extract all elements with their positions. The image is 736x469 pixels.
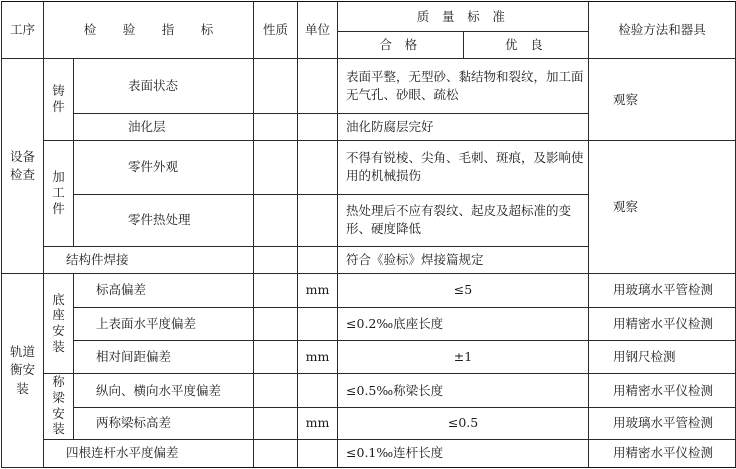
table-row bbox=[2, 59, 736, 113]
indicator-cell: 表面状态 bbox=[74, 59, 254, 113]
nature-cell bbox=[254, 59, 298, 113]
method-cell: 用精密水平仪检测 bbox=[589, 374, 736, 408]
header-method: 检验方法和器具 bbox=[589, 2, 736, 59]
subgroup-base-install: 底座安装 bbox=[44, 274, 74, 374]
indicator-cell: 结构件焊接 bbox=[44, 247, 254, 274]
method-cell: 用精密水平仪检测 bbox=[589, 307, 736, 340]
standard-cell: 不得有锐棱、尖角、毛刺、斑痕，及影响使用的机械损伤 bbox=[338, 141, 589, 194]
indicator-cell: 相对间距偏差 bbox=[74, 340, 254, 373]
standard-cell: 表面平整，无型砂、黏结物和裂纹，加工面无气孔、砂眼、疏松 bbox=[338, 59, 589, 113]
subgroup-beam-install: 称梁安装 bbox=[44, 374, 74, 440]
standard-cell: ≤5 bbox=[338, 274, 589, 307]
standard-cell: ≤0.5‰称梁长度 bbox=[338, 374, 589, 408]
indicator-cell: 四根连杆水平度偏差 bbox=[44, 439, 254, 467]
indicator-cell: 两称梁标高差 bbox=[74, 408, 254, 439]
standard-cell: ≤0.2‰底座长度 bbox=[338, 307, 589, 340]
indicator-cell: 零件热处理 bbox=[74, 194, 254, 246]
nature-cell bbox=[254, 340, 298, 373]
unit-cell bbox=[298, 194, 338, 246]
indicator-cell: 零件外观 bbox=[74, 141, 254, 194]
standard-cell: 热处理后不应有裂纹、起皮及超标准的变形、硬度降低 bbox=[338, 194, 589, 246]
unit-cell: mm bbox=[298, 408, 338, 439]
unit-cell bbox=[298, 374, 338, 408]
standard-cell: 油化防腐层完好 bbox=[338, 113, 589, 140]
standard-cell: ±1 bbox=[338, 340, 589, 373]
indicator-cell: 标高偏差 bbox=[74, 274, 254, 307]
inspection-standard-table bbox=[1, 1, 736, 468]
standard-cell: ≤0.1‰连杆长度 bbox=[338, 439, 589, 467]
table-row bbox=[2, 307, 736, 340]
nature-cell bbox=[254, 408, 298, 439]
unit-cell: mm bbox=[298, 340, 338, 373]
indicator-cell: 纵向、横向水平度偏差 bbox=[74, 374, 254, 408]
unit-cell bbox=[298, 307, 338, 340]
indicator-cell: 油化层 bbox=[74, 113, 254, 140]
group-rail-install: 轨道衡安装 bbox=[2, 274, 44, 468]
method-cell: 用钢尺检测 bbox=[589, 340, 736, 373]
standard-cell: ≤0.5 bbox=[338, 408, 589, 439]
table-row bbox=[2, 141, 736, 194]
method-cell: 用玻璃水平管检测 bbox=[589, 274, 736, 307]
header-nature: 性质 bbox=[254, 2, 298, 59]
method-cell: 观察 bbox=[589, 59, 736, 141]
standard-cell: 符合《验标》焊接篇规定 bbox=[338, 247, 589, 274]
header-quality-standard: 质 量 标 准 bbox=[338, 2, 589, 32]
method-cell: 用玻璃水平管检测 bbox=[589, 408, 736, 439]
unit-cell bbox=[298, 439, 338, 467]
subgroup-casting: 铸件 bbox=[44, 59, 74, 141]
nature-cell bbox=[254, 307, 298, 340]
table-row bbox=[2, 340, 736, 373]
unit-cell: mm bbox=[298, 274, 338, 307]
unit-cell bbox=[298, 247, 338, 274]
table-row bbox=[2, 408, 736, 439]
header-qualified: 合 格 bbox=[338, 32, 464, 59]
group-equipment-check: 设备检查 bbox=[2, 59, 44, 274]
subgroup-machined: 加工件 bbox=[44, 141, 74, 247]
unit-cell bbox=[298, 141, 338, 194]
unit-cell bbox=[298, 113, 338, 140]
header-excellent: 优 良 bbox=[464, 32, 589, 59]
nature-cell bbox=[254, 113, 298, 140]
header-process: 工序 bbox=[2, 2, 44, 59]
nature-cell bbox=[254, 374, 298, 408]
indicator-cell: 上表面水平度偏差 bbox=[74, 307, 254, 340]
nature-cell bbox=[254, 194, 298, 246]
method-cell: 观察 bbox=[589, 141, 736, 274]
table-row bbox=[2, 274, 736, 307]
nature-cell bbox=[254, 247, 298, 274]
header-unit: 单位 bbox=[298, 2, 338, 59]
header-indicator: 检 验 指 标 bbox=[44, 2, 254, 59]
nature-cell bbox=[254, 141, 298, 194]
table-row bbox=[2, 439, 736, 467]
nature-cell bbox=[254, 274, 298, 307]
table-row bbox=[2, 374, 736, 408]
method-cell: 用精密水平仪检测 bbox=[589, 439, 736, 467]
nature-cell bbox=[254, 439, 298, 467]
unit-cell bbox=[298, 59, 338, 113]
